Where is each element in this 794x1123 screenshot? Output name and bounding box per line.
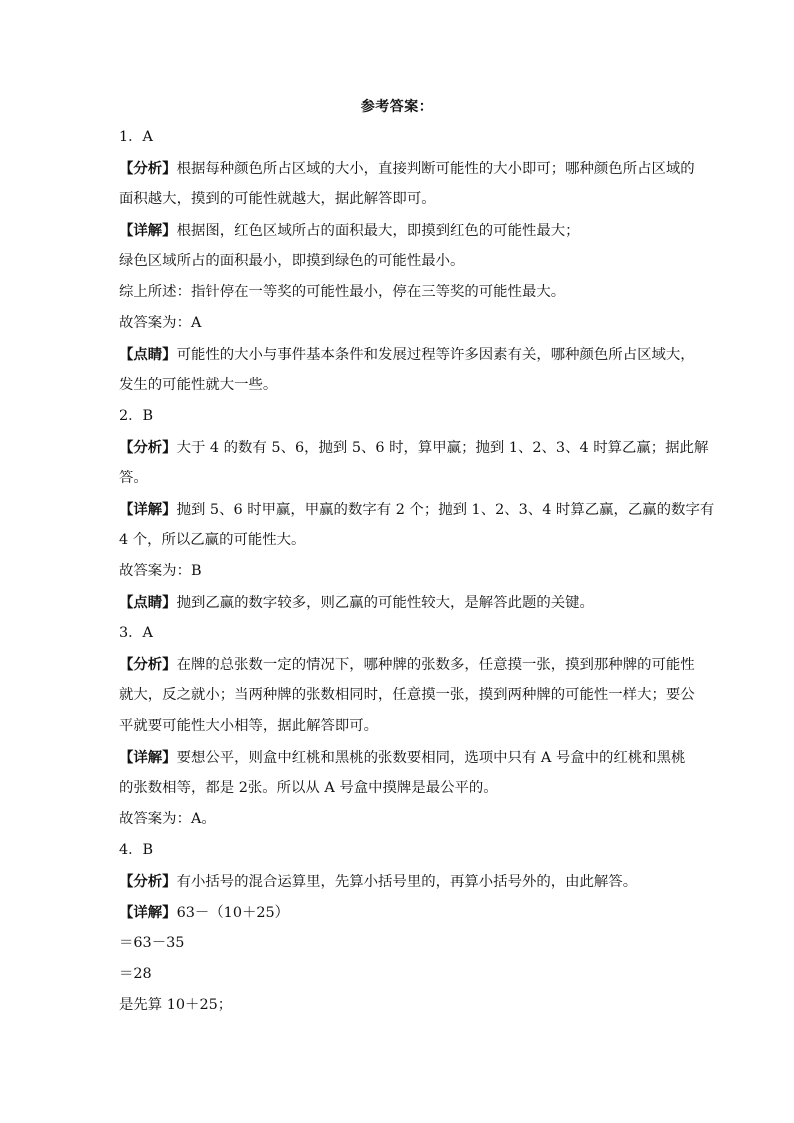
section-tag: 【点睛】 [119,346,177,363]
line-text: 大于 4 的数有 5、6，抛到 5、6 时，算甲赢；抛到 1、2、3、4 时算乙赢；据此解 [176,440,709,456]
line-text: 1．A [119,129,153,145]
line-text: 抛到乙赢的数字较多，则乙赢的可能性较大，是解答此题的关键。 [176,595,594,611]
line-text: 根据每种颜色所占区域的大小，直接判断可能性的大小即可；哪种颜色所占区域的 [176,161,695,177]
line-text: 4．B [119,842,154,858]
line-text: 答。 [119,470,148,486]
line-text: 有小括号的混合运算里，先算小括号里的，再算小括号外的，由此解答。 [176,874,638,890]
text-line [119,928,684,959]
line-text: 故答案为：A。 [119,811,216,827]
line-text: 63－（10＋25） [176,905,290,921]
line-text: 是先算 10＋25； [119,997,233,1013]
text-line [119,432,709,463]
line-text: ＝28 [119,966,152,982]
text-line [119,618,684,649]
line-text: 抛到 5、6 时甲赢，甲赢的数字有 2 个；抛到 1、2、3、4 时算乙赢，乙赢的数字有 [176,502,715,518]
text-line [119,370,684,401]
line-text: 平就要可能性大小相等，据此解答即可。 [119,718,379,734]
line-text: 2．B [119,408,154,424]
text-line [119,122,684,153]
text-line [119,308,684,339]
section-tag: 【详解】 [119,904,177,921]
text-line [119,401,684,432]
line-text: 故答案为：A [119,315,202,331]
line-text: 4 个，所以乙赢的可能性大。 [119,532,306,548]
text-line [119,990,684,1021]
section-tag: 【分析】 [119,656,177,673]
section-tag: 【分析】 [119,439,177,456]
line-text: 的张数相等，都是 2张。所以从 A 号盒中摸牌是最公平的。 [119,780,498,796]
line-text: 绿色区域所占的面积最小，即摸到绿色的可能性最小。 [119,253,465,269]
text-line [119,835,684,866]
line-text: 故答案为：B [119,563,202,579]
line-text: 根据图，红色区域所占的面积最大，即摸到红色的可能性最大； [176,223,580,239]
section-tag: 【详解】 [119,222,177,239]
text-line [119,339,695,370]
text-line [119,711,684,742]
section-tag: 【分析】 [119,160,177,177]
text-line [119,804,684,835]
line-text: 可能性的大小与事件基本条件和发展过程等许多因素有关，哪种颜色所占区域大， [176,347,695,363]
line-text: 发生的可能性就大一些。 [119,377,278,393]
text-line [119,246,684,277]
section-tag: 【分析】 [119,873,177,890]
line-text: ＝63－35 [119,935,185,951]
text-line [119,959,684,990]
answer-content [119,122,715,1021]
text-line [119,866,684,897]
section-tag: 【点睛】 [119,594,177,611]
text-line [119,897,684,928]
page-title: 参考答案： [360,99,434,115]
line-text: 就大，反之就小；当两种牌的张数相同时，任意摸一张，摸到两种牌的可能性一样大；要公 [119,687,695,703]
text-line [119,773,684,804]
text-line [119,587,684,618]
line-text: 面积越大，摸到的可能性就越大，据此解答即可。 [119,191,436,207]
text-line [119,153,695,184]
section-tag: 【详解】 [119,749,177,766]
line-text: 要想公平，则盒中红桃和黑桃的张数要相同，选项中只有 A 号盒中的红桃和黑桃 [176,750,686,766]
text-line [119,215,684,246]
text-line [119,494,715,525]
section-tag: 【详解】 [119,501,177,518]
line-text: 综上所述：指针停在一等奖的可能性最小，停在三等奖的可能性最大。 [119,284,566,300]
text-line [119,742,684,773]
text-line [119,556,684,587]
text-line [119,184,684,215]
text-line [119,463,684,494]
text-line [119,680,695,711]
line-text: 在牌的总张数一定的情况下，哪种牌的张数多，任意摸一张，摸到那种牌的可能性 [176,657,695,673]
text-line [119,649,695,680]
text-line [119,277,684,308]
text-line [119,525,684,556]
line-text: 3．A [119,625,153,641]
